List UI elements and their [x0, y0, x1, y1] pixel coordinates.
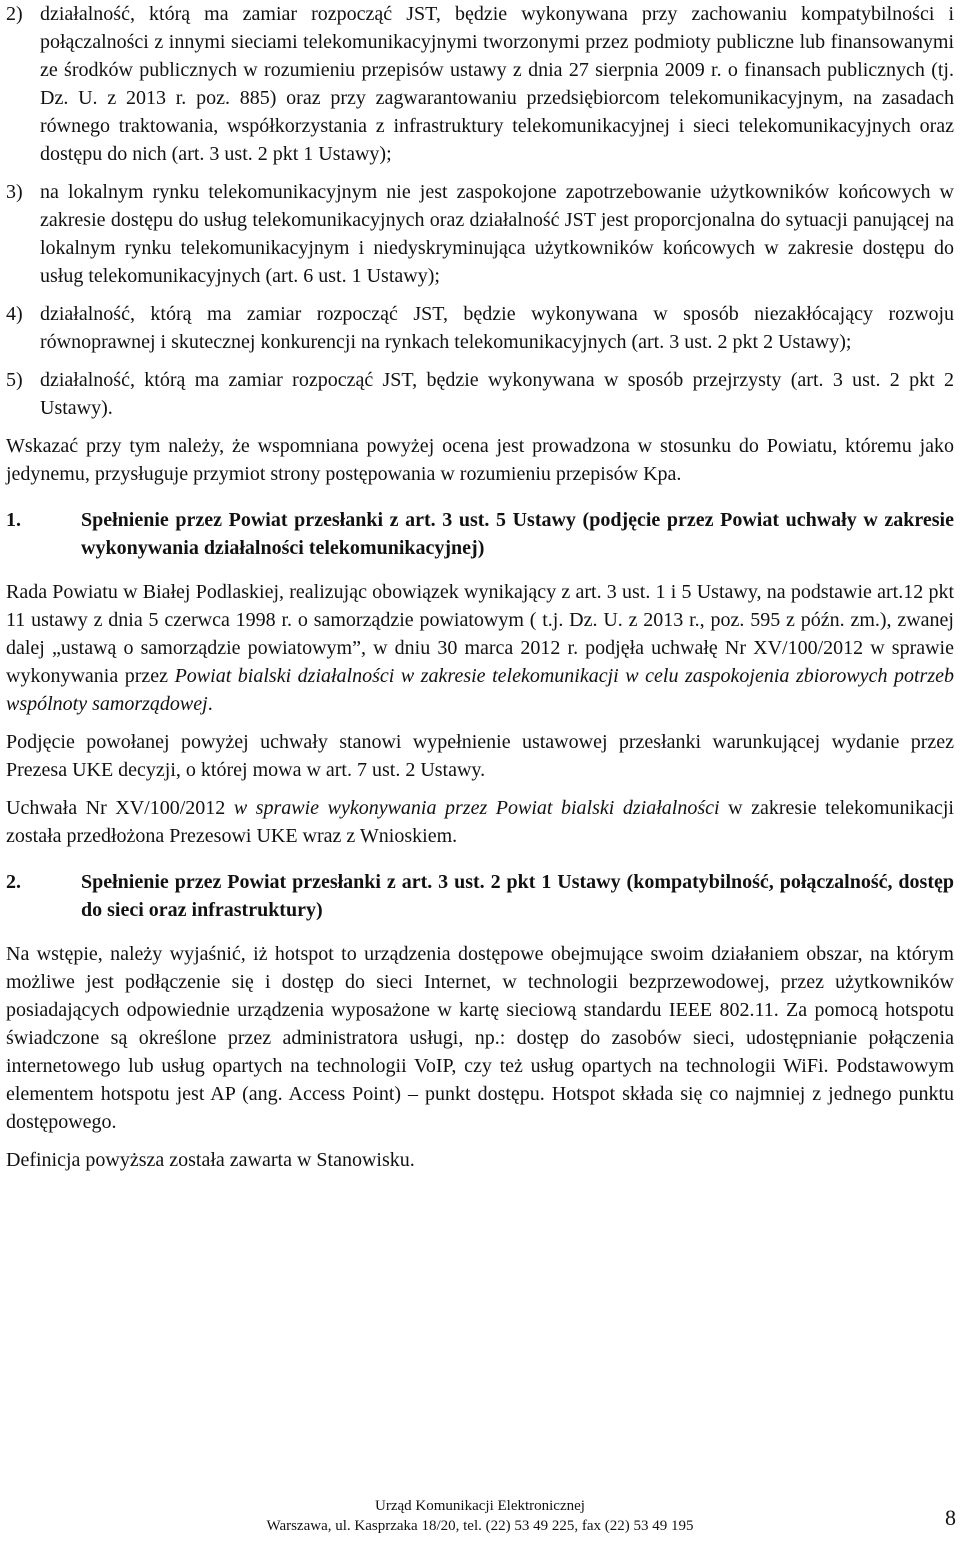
section-heading	[6, 506, 954, 562]
footer-address: Warszawa, ul. Kasprzaka 18/20, tel. (22) 53 49 225, fax (22) 53 49 195	[266, 1518, 694, 1534]
list-item-text: działalność, którą ma zamiar rozpocząć JST, będzie wykonywana w sposób niezakłócający rozwoju równoprawnej i skutecznej konkurencji na rynkach telekomunikacyjnych (art. 3 ust. 2 pkt 2 Ustawy);	[40, 303, 954, 353]
paragraph-text: .	[207, 693, 213, 715]
resolution-title: Powiat bialski działalności w zakresie telekomunikacji w celu zaspokojenia zbiorowych potrzeb wspólnoty samorządowej	[6, 665, 954, 715]
list-item-text: działalność, którą ma zamiar rozpocząć JST, będzie wykonywana przy zachowaniu kompatybilności i połączalności z innymi sieciami telekomunikacyjnymi tworzonymi przez podmioty publiczne lub finansowanymi ze środków publicznych w rozumieniu przepisów ustawy z dnia 27 sierpnia 2009 r. o finansach publicznych (tj. Dz. U. z 2013 r. poz. 885) oraz przy zagwarantowaniu przedsiębiorcom telekomunikacyjnym, na zasadach równego traktowania, współkorzystania z infrastruktury telekomunikacyjnej i sieci telekomunikacyjnych oraz dostępu do nich (art. 3 ust. 2 pkt 1 Ustawy);	[40, 3, 954, 165]
list-item	[6, 178, 954, 290]
body-paragraph	[6, 578, 954, 718]
list-item-number: 2)	[6, 3, 23, 25]
document-page	[6, 0, 954, 1174]
note-paragraph: Wskazać przy tym należy, że wspomniana powyżej ocena jest prowadzona w stosunku do Powiatu, któremu jako jedynemu, przysługuje przymiot strony postępowania w rozumieniu przepisów Kpa.	[6, 435, 954, 485]
section-heading	[6, 868, 954, 924]
body-paragraph: Definicja powyższa została zawarta w Stanowisku.	[6, 1149, 415, 1171]
list-item-number: 4)	[6, 303, 23, 325]
paragraph-text: Uchwała Nr XV/100/2012	[6, 797, 234, 819]
body-paragraph: Podjęcie powołanej powyżej uchwały stanowi wypełnienie ustawowej przesłanki warunkującej wydanie przez Prezesa UKE decyzji, o której mowa w art. 7 ust. 2 Ustawy.	[6, 731, 954, 781]
list-item-text: na lokalnym rynku telekomunikacyjnym nie jest zaspokojone zapotrzebowanie użytkowników końcowych w zakresie dostępu do usług telekomunikacyjnych oraz działalność JST jest proporcjonalna do sytuacji panującej na lokalnym rynku telekomunikacyjnym i niedyskryminująca użytkowników końcowych w zakresie dostępu do usług telekomunikacyjnych (art. 6 ust. 1 Ustawy);	[40, 181, 954, 287]
paragraph-text: w zakresie telekomunikacji została przedłożona Prezesowi UKE wraz z Wnioskiem.	[6, 797, 954, 847]
body-paragraph	[6, 794, 954, 850]
paragraph-text: Rada Powiatu w Białej Podlaskiej, realizując obowiązek wynikający z art. 3 ust. 1 i 5 Ustawy, na podstawie art.12 pkt 11 ustawy z dnia 5 czerwca 1998 r. o samorządzie powiatowym ( t.j. Dz. U. z 2013 r., poz. 595 z późn. zm.), zwanej dalej „ustawą o samorządzie powiatowym”, w dniu 30 marca 2012 r. podjęła uchwałę Nr XV/100/2012 w sprawie wykonywania przez	[6, 581, 954, 687]
footer-organization: Urząd Komunikacji Elektronicznej	[375, 1498, 585, 1514]
section-title: Spełnienie przez Powiat przesłanki z art. 3 ust. 5 Ustawy (podjęcie przez Powiat uchwały w zakresie wykonywania działalności telekomunikacyjnej)	[81, 509, 954, 559]
page-number: 8	[945, 1505, 956, 1530]
list-item	[6, 366, 954, 422]
list-item	[6, 300, 954, 356]
list-item-number: 5)	[6, 369, 23, 391]
resolution-title: w sprawie wykonywania przez Powiat bialski działalności	[233, 797, 720, 819]
body-paragraph: Na wstępie, należy wyjaśnić, iż hotspot to urządzenia dostępowe obejmujące swoim działaniem obszar, na którym możliwe jest podłączenie się i dostęp do sieci Internet, w technologii bezprzewodowej, przez użytkowników posiadających odpowiednie urządzenia wyposażone w kartę sieciową standardu IEEE 802.11. Za pomocą hotspotu świadczone są określone przez administratora usługi, np.: dostęp do zasobów sieci, udostępnianie połączenia internetowego lub usług opartych na technologii VoIP, czy też usług opartych na technologii WiFi. Podstawowym elementem hotspotu jest AP (ang. Access Point) – punkt dostępu. Hotspot składa się co najmniej z jednego punktu dostępowego.	[6, 943, 954, 1133]
page-footer	[0, 1496, 960, 1536]
section-title: Spełnienie przez Powiat przesłanki z art. 3 ust. 2 pkt 1 Ustawy (kompatybilność, połączalność, dostęp do sieci oraz infrastruktury)	[81, 871, 954, 921]
list-item	[6, 0, 954, 168]
section-number: 2.	[6, 871, 21, 893]
list-item-text: działalność, którą ma zamiar rozpocząć JST, będzie wykonywana w sposób przejrzysty (art. 3 ust. 2 pkt 2 Ustawy).	[40, 369, 954, 419]
list-item-number: 3)	[6, 181, 23, 203]
section-number: 1.	[6, 509, 21, 531]
